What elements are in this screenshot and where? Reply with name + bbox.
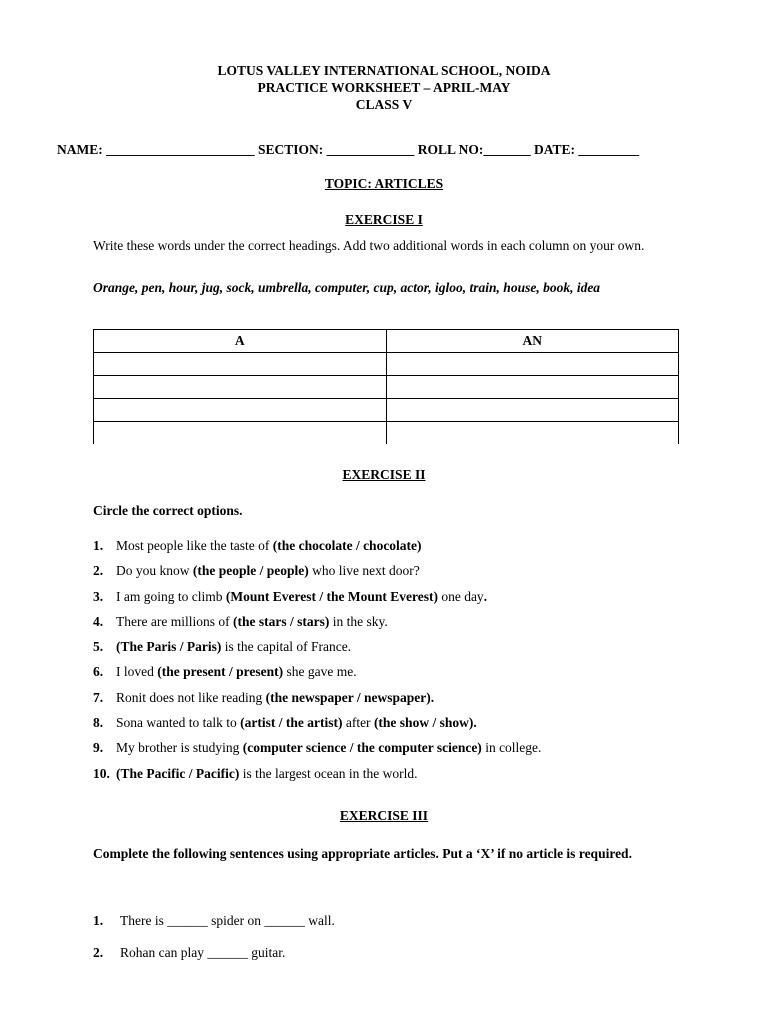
column-header-a: A bbox=[94, 330, 387, 353]
table-row bbox=[94, 399, 679, 422]
sentence-text: is the capital of France. bbox=[221, 639, 352, 655]
list-item bbox=[93, 765, 693, 790]
answer-options[interactable]: . bbox=[483, 588, 488, 604]
item-number: 9. bbox=[93, 740, 104, 756]
worksheet-header bbox=[0, 62, 768, 113]
table-cell[interactable] bbox=[94, 353, 387, 376]
sentence-text: I loved bbox=[116, 664, 158, 680]
list-item bbox=[93, 638, 693, 663]
list-item bbox=[93, 562, 693, 587]
item-number: 4. bbox=[93, 613, 104, 629]
item-number: 6. bbox=[93, 664, 104, 680]
item-number: 2. bbox=[93, 945, 104, 960]
list-item bbox=[93, 689, 693, 714]
table-row bbox=[94, 422, 679, 445]
sentence-text: I am going to climb bbox=[116, 588, 226, 604]
sentence-text: Do you know bbox=[116, 563, 193, 579]
item-number: 5. bbox=[93, 639, 104, 655]
column-header-an: AN bbox=[386, 330, 679, 353]
answer-options[interactable]: (The Paris / Paris) bbox=[116, 639, 222, 655]
exercise-2-title: EXERCISE II bbox=[342, 467, 426, 482]
list-item bbox=[93, 537, 693, 562]
sentence-text: Sona wanted to talk to bbox=[116, 715, 241, 731]
sentence-text: There are millions of bbox=[116, 613, 233, 629]
list-item bbox=[93, 714, 693, 739]
exercise-2-list bbox=[93, 537, 693, 790]
answer-options[interactable]: (computer science / the computer science) bbox=[242, 740, 482, 756]
answer-options[interactable]: (the present / present) bbox=[157, 664, 284, 680]
answer-options[interactable]: (the chocolate / chocolate) bbox=[272, 538, 422, 553]
sentence-text: after bbox=[342, 715, 374, 731]
item-number: 2. bbox=[93, 563, 104, 579]
sentence-text: who live next door? bbox=[308, 563, 420, 579]
answer-options[interactable]: (the stars / stars) bbox=[232, 613, 330, 629]
answer-options[interactable]: (the show / show). bbox=[373, 715, 477, 731]
worksheet-title: PRACTICE WORKSHEET – APRIL-MAY bbox=[257, 80, 511, 95]
topic-title: TOPIC: ARTICLES bbox=[324, 176, 444, 191]
answer-options[interactable]: (the newspaper / newspaper). bbox=[265, 689, 435, 705]
answer-options[interactable]: (Mount Everest / the Mount Everest) bbox=[225, 588, 438, 604]
list-item bbox=[93, 912, 693, 944]
exercise-1-table bbox=[93, 329, 679, 444]
table-row bbox=[94, 376, 679, 399]
sentence-text: one day bbox=[437, 588, 484, 604]
list-item bbox=[93, 663, 693, 688]
sentence-text: My brother is studying bbox=[116, 740, 243, 756]
answer-options[interactable]: (The Pacific / Pacific) bbox=[116, 765, 240, 781]
exercise-1-word-list: Orange, pen, hour, jug, sock, umbrella, computer, cup, actor, igloo, train, house, book, idea bbox=[93, 280, 601, 295]
table-cell[interactable] bbox=[94, 422, 387, 445]
exercise-1-title: EXERCISE I bbox=[345, 212, 423, 227]
table-cell[interactable] bbox=[386, 399, 679, 422]
list-item bbox=[93, 588, 693, 613]
item-number: 1. bbox=[93, 538, 104, 553]
answer-options[interactable]: (artist / the artist) bbox=[240, 715, 343, 731]
class-label: CLASS V bbox=[355, 97, 413, 112]
table-row bbox=[94, 353, 679, 376]
sentence-text[interactable]: Rohan can play ______ guitar. bbox=[120, 945, 286, 960]
list-item bbox=[93, 739, 693, 764]
sentence-text: Most people like the taste of bbox=[116, 538, 273, 553]
table-cell[interactable] bbox=[94, 399, 387, 422]
sentence-text: she gave me. bbox=[283, 664, 357, 680]
exercise-3-list bbox=[93, 912, 693, 976]
item-number: 7. bbox=[93, 689, 104, 705]
item-number: 3. bbox=[93, 588, 104, 604]
exercise-3-instruction: Complete the following sentences using appropriate articles. Put a ‘X’ if no article is required. bbox=[93, 846, 632, 861]
school-name: LOTUS VALLEY INTERNATIONAL SCHOOL, NOIDA bbox=[217, 63, 551, 78]
table-cell[interactable] bbox=[94, 376, 387, 399]
exercise-1-instruction: Write these words under the correct headings. Add two additional words in each column on your own. bbox=[93, 238, 645, 253]
table-cell[interactable] bbox=[386, 422, 679, 445]
table-cell[interactable] bbox=[386, 353, 679, 376]
list-item bbox=[93, 613, 693, 638]
sentence-text: in college. bbox=[481, 740, 542, 756]
student-info-line: NAME: ______________________ SECTION: _____________ ROLL NO:_______ DATE: _________ bbox=[57, 142, 640, 157]
list-item bbox=[93, 944, 693, 976]
item-number: 10. bbox=[93, 765, 110, 781]
sentence-text[interactable]: There is ______ spider on ______ wall. bbox=[120, 913, 335, 928]
sentence-text: Ronit does not like reading bbox=[116, 689, 266, 705]
exercise-2-instruction: Circle the correct options. bbox=[93, 503, 243, 518]
table-header-row bbox=[94, 330, 679, 353]
sentence-text: is the largest ocean in the world. bbox=[239, 765, 418, 781]
answer-options[interactable]: (the people / people) bbox=[192, 563, 309, 579]
table-cell[interactable] bbox=[386, 376, 679, 399]
sentence-text: in the sky. bbox=[329, 613, 388, 629]
item-number: 8. bbox=[93, 715, 104, 731]
exercise-3-title: EXERCISE III bbox=[339, 808, 429, 823]
item-number: 1. bbox=[93, 913, 104, 928]
